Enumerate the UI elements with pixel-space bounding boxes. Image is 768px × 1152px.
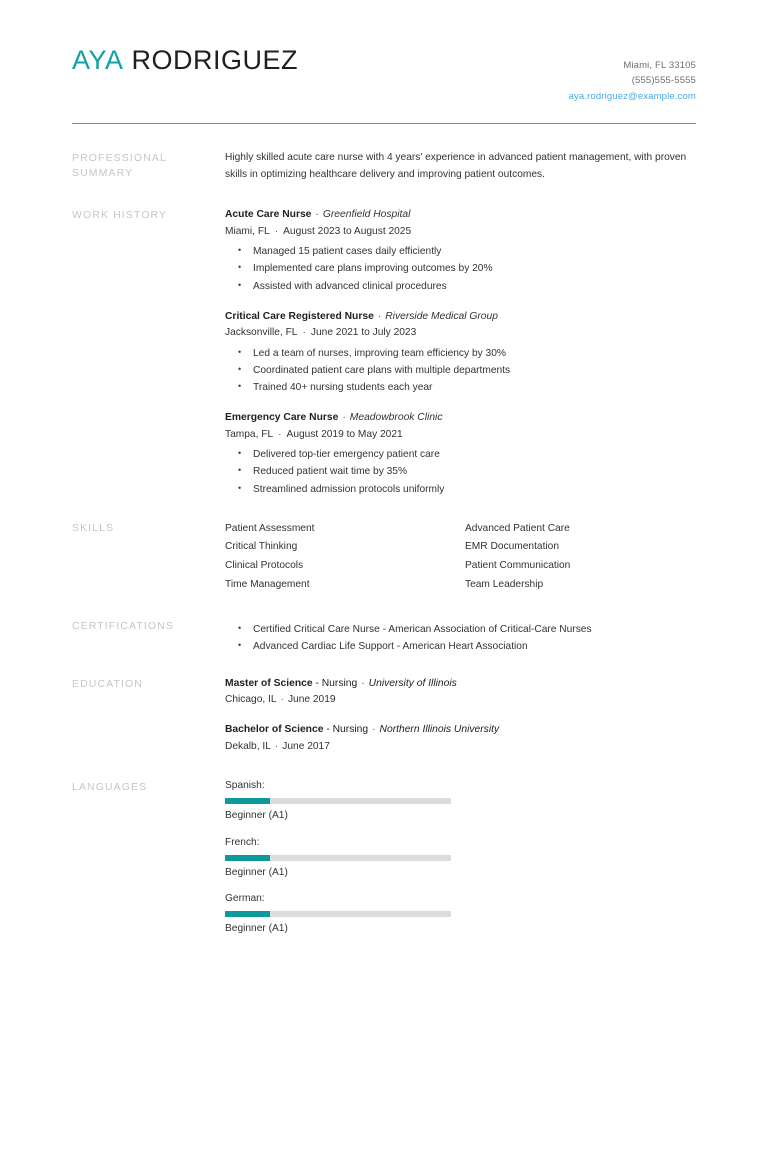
language-proficiency-fill [225,911,270,917]
language-item [225,892,453,936]
skills-column-left [225,520,465,594]
section-education [72,676,696,756]
education-field: - Nursing [326,724,369,736]
job-dates: August 2019 to May 2021 [286,428,403,440]
job-bullet: • Streamlined admission protocols uniformly [225,485,696,495]
education-title-line [225,676,696,691]
job-title-line [225,309,696,324]
education-list [225,676,696,756]
job-bullet: • Managed 15 patient cases daily efficiently [225,247,696,257]
language-item [225,836,453,880]
education-school: Northern Illinois University [379,724,500,736]
work-history-list [225,207,696,495]
languages-grid [225,779,696,949]
job-meta [225,427,696,444]
language-name: French: [225,836,260,848]
skill-item: Critical Thinking [225,541,298,553]
job-bullet: • Delivered top-tier emergency patient care [225,450,696,460]
separator-dot: · [274,740,279,752]
contact-phone: (555)555-5555 [631,75,696,87]
education-meta [225,692,696,709]
job-bullet: • Implemented care plans improving outcomes by 20% [225,264,696,274]
summary-text: Highly skilled acute care nurse with 4 years' experience in advanced patient management, with proven skills in optimizing healthcare delivery and improving patient outcomes. [225,152,687,180]
job-entry [225,207,696,292]
job-title: Acute Care Nurse [225,209,312,221]
skill-item: Clinical Protocols [225,559,304,571]
skills-grid [225,520,696,594]
job-title: Critical Care Registered Nurse [225,310,374,322]
job-meta [225,325,696,342]
education-location: Chicago, IL [225,693,277,705]
contact-location: Miami, FL 33105 [623,60,696,71]
section-label-education: EDUCATION [72,677,143,690]
job-company: Greenfield Hospital [322,209,411,221]
job-bullets [225,450,696,495]
education-entry [225,722,696,755]
education-entry [225,676,696,709]
language-proficiency-bar [225,798,451,804]
contact-info [569,46,696,104]
skill-item: EMR Documentation [465,541,559,553]
language-level: Beginner (A1) [225,866,288,878]
separator-dot: · [302,327,306,339]
education-date: June 2019 [287,693,336,705]
job-dates: June 2021 to July 2023 [310,327,417,339]
job-title-line [225,207,696,222]
candidate-name [72,46,298,76]
job-bullet: • Assisted with advanced clinical procedures [225,282,696,292]
job-bullets [225,349,696,394]
section-label-languages: LANGUAGES [72,781,148,794]
first-name: AYA [72,45,124,75]
education-field: - Nursing [315,677,358,689]
language-proficiency-bar [225,855,451,861]
separator-dot: · [372,724,376,736]
skill-item: Team Leadership [465,578,544,590]
skill-item: Patient Assessment [225,522,315,534]
job-bullet: • Trained 40+ nursing students each year [225,383,696,393]
job-company: Meadowbrook Clinic [349,412,443,424]
job-location: Jacksonville, FL [225,327,298,339]
separator-dot: · [280,693,284,705]
job-bullet: • Led a team of nurses, improving team efficiency by 30% [225,349,696,359]
job-meta [225,224,696,241]
job-title: Emergency Care Nurse [225,412,339,424]
job-entry [225,309,696,394]
section-certifications [72,618,696,652]
section-work-history [72,207,696,495]
separator-dot: · [274,225,279,237]
certification-item: • Certified Critical Care Nurse - American Association of Critical-Care Nurses [225,625,696,635]
language-level: Beginner (A1) [225,810,288,822]
section-professional-summary [72,150,696,183]
education-meta [225,739,696,756]
job-location: Tampa, FL [225,428,274,440]
job-title-line [225,410,696,425]
education-degree: Bachelor of Science [225,724,324,736]
education-date: June 2017 [282,740,330,752]
separator-dot: · [315,209,319,221]
education-title-line [225,722,696,737]
job-entry [225,410,696,495]
section-label-summary: PROFESSIONAL SUMMARY [72,152,167,180]
section-languages [72,779,696,949]
separator-dot: · [342,412,346,424]
language-level: Beginner (A1) [225,923,288,935]
section-label-work-history: WORK HISTORY [72,209,168,222]
job-bullet: • Reduced patient wait time by 35% [225,467,696,477]
education-degree: Master of Science [225,677,313,689]
section-label-skills: SKILLS [72,521,115,534]
language-proficiency-bar [225,911,451,917]
certifications-list [225,625,696,652]
language-name: Spanish: [225,780,265,792]
education-location: Dekalb, IL [225,740,271,752]
job-company: Riverside Medical Group [385,310,498,322]
skill-item: Time Management [225,578,310,590]
skill-item: Advanced Patient Care [465,522,570,534]
skills-column-right [465,520,705,594]
job-dates: August 2023 to August 2025 [283,225,412,237]
certification-item: • Advanced Cardiac Life Support - American Heart Association [225,642,696,652]
language-name: German: [225,893,265,905]
job-bullet: • Coordinated patient care plans with multiple departments [225,366,696,376]
section-skills [72,520,696,594]
job-bullets [225,247,696,292]
header-divider [72,123,696,124]
section-label-certifications: CERTIFICATIONS [72,620,174,633]
contact-email-link[interactable]: aya.rodriguez@example.com [568,90,696,102]
separator-dot: · [278,428,282,440]
separator-dot: · [361,677,365,689]
resume-header [72,0,696,104]
job-location: Miami, FL [225,225,270,237]
skill-item: Patient Communication [465,559,571,571]
separator-dot: · [377,310,382,322]
language-item [225,779,453,823]
language-proficiency-fill [225,855,270,861]
last-name: RODRIGUEZ [131,45,299,75]
language-proficiency-fill [225,798,270,804]
education-school: University of Illinois [368,677,457,689]
